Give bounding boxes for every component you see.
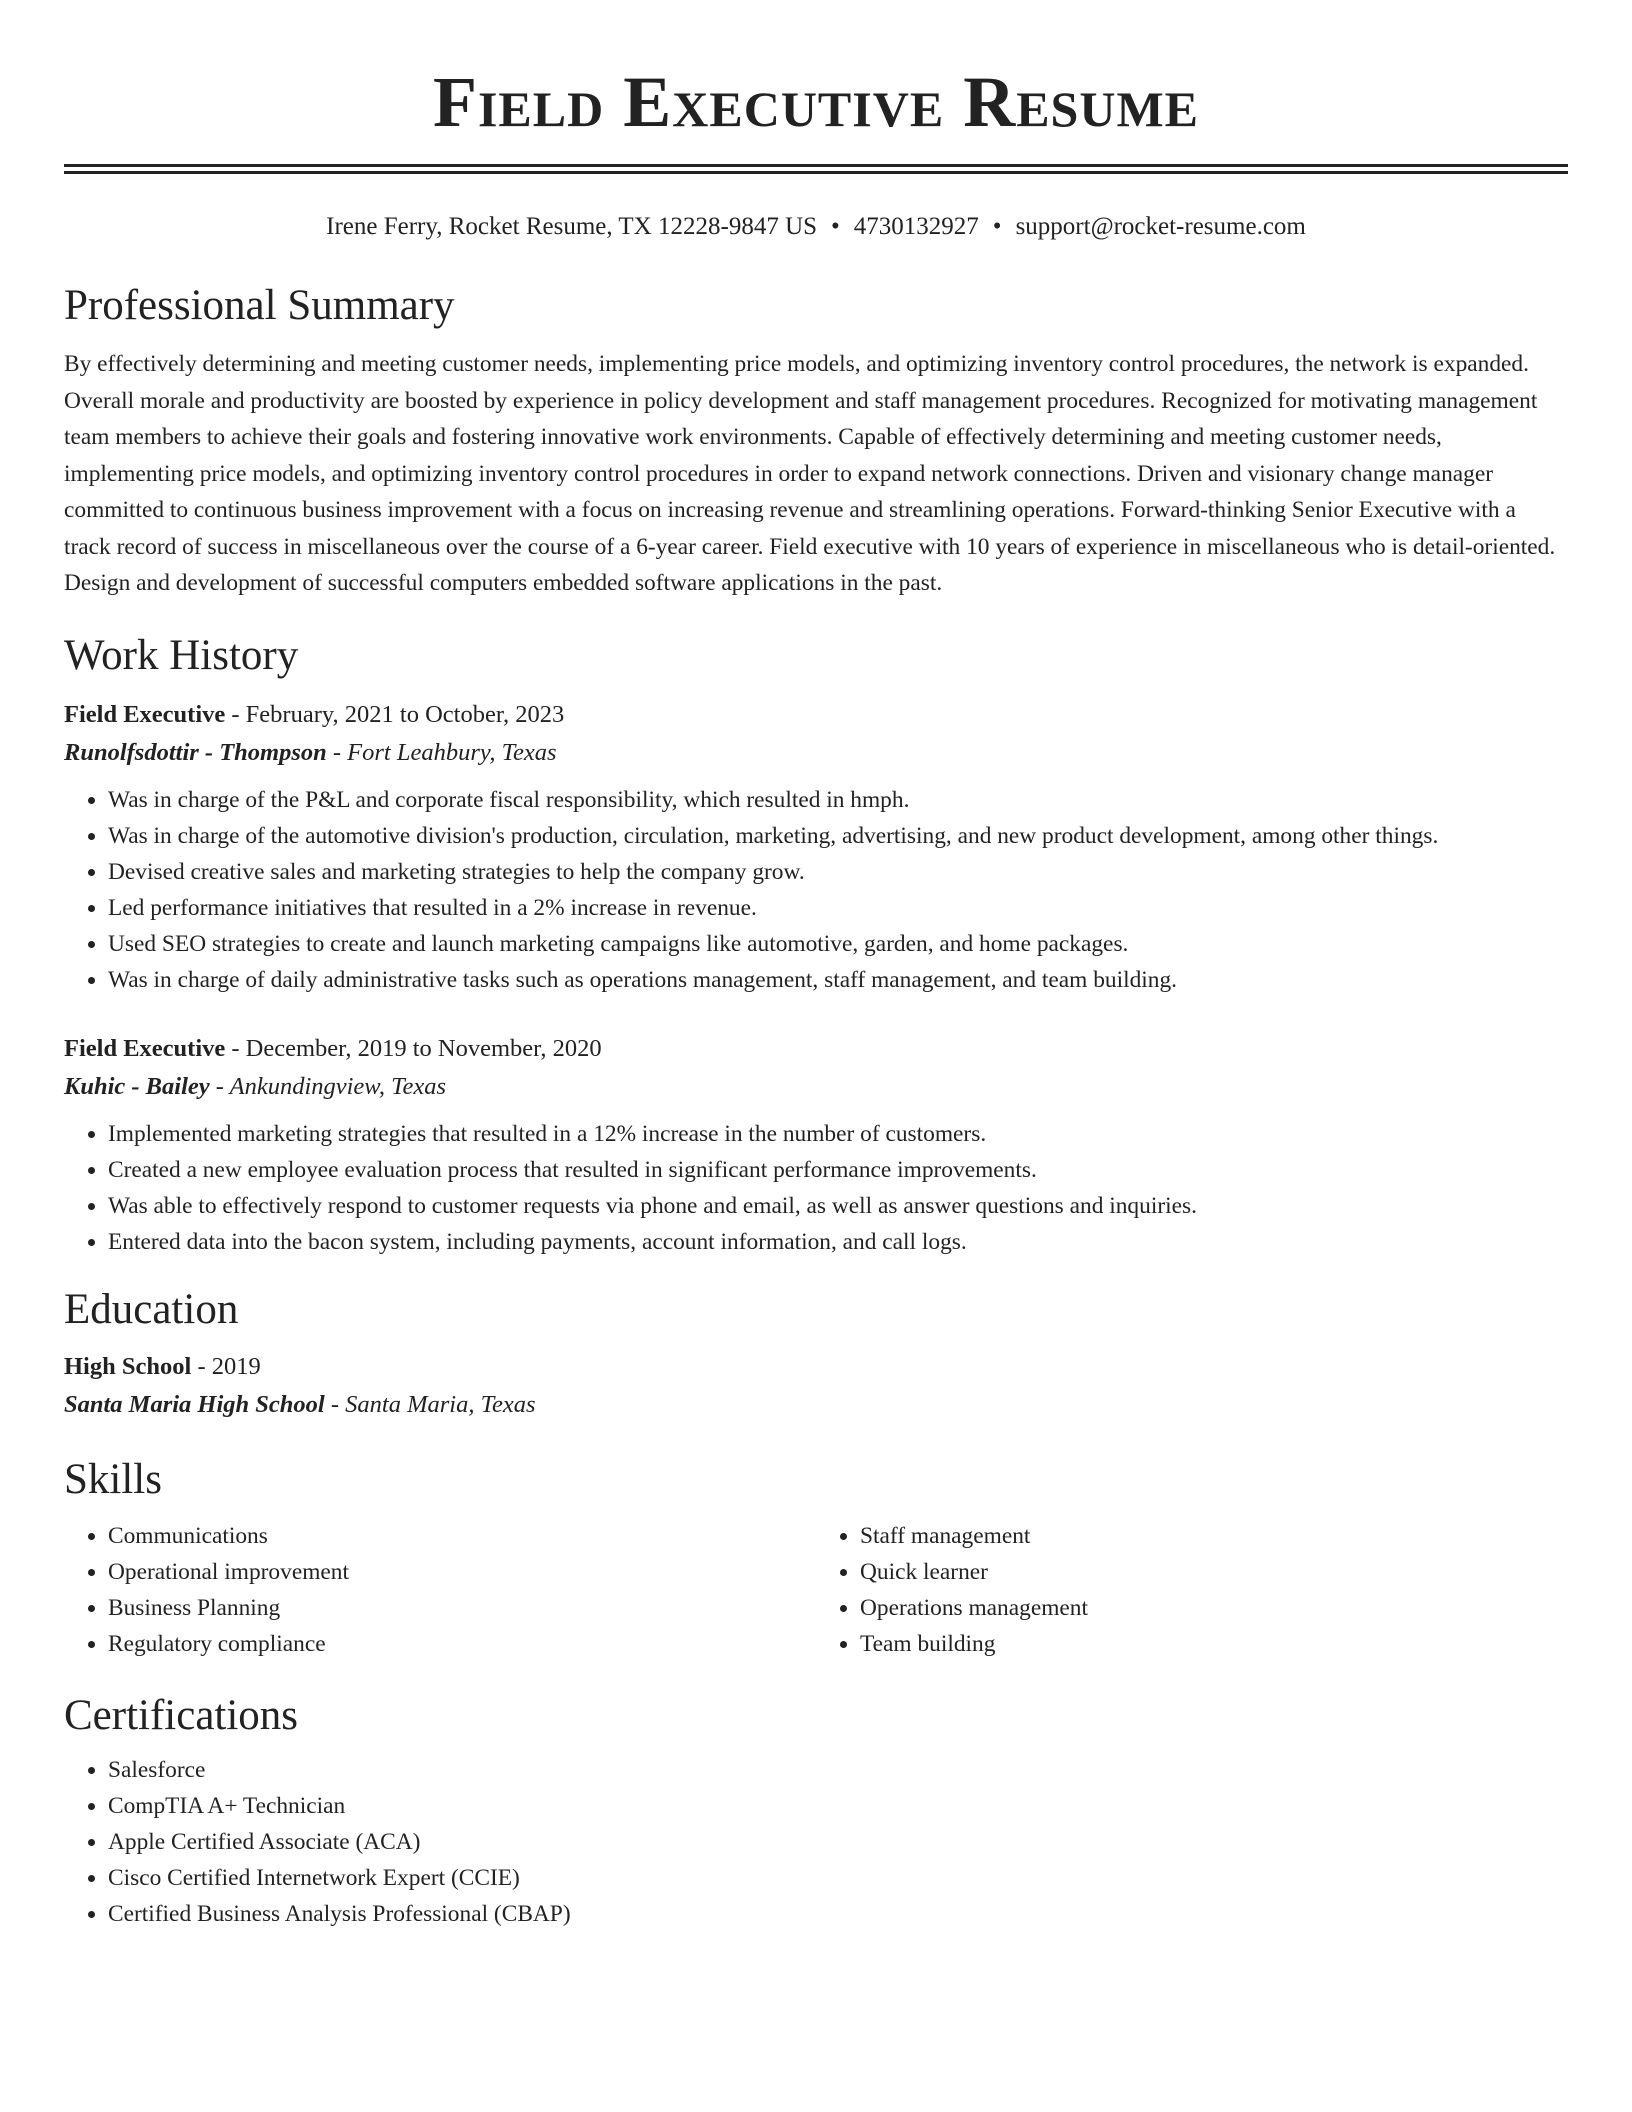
- education-section: [64, 1284, 1568, 1424]
- skills-heading: Skills: [64, 1455, 162, 1503]
- job-location: - Fort Leahbury, Texas: [326, 738, 557, 766]
- list-item: • Cisco Certified Internetwork Expert (CCIE): [108, 1860, 1568, 1896]
- education-school: Santa Maria High School: [64, 1390, 325, 1418]
- job-dates: - December, 2019 to November, 2020: [225, 1034, 602, 1062]
- job-location: - Ankundingview, Texas: [209, 1072, 446, 1100]
- list-item: • Certified Business Analysis Professional (CBAP): [108, 1896, 1568, 1932]
- education-year: - 2019: [191, 1352, 261, 1380]
- list-item: • Salesforce: [108, 1752, 1568, 1788]
- list-item: • Quick learner: [860, 1554, 1568, 1590]
- contact-email[interactable]: support@rocket-resume.com: [1015, 213, 1306, 240]
- list-item: • Operational improvement: [108, 1554, 816, 1590]
- list-item: • Staff management: [860, 1518, 1568, 1554]
- list-item: • Entered data into the bacon system, including payments, account information, and call logs.: [108, 1224, 1568, 1260]
- list-item: • Was in charge of the automotive division's production, circulation, marketing, advertising, and new product development, among other things.: [108, 818, 1568, 854]
- certifications-heading: Certifications: [64, 1691, 299, 1739]
- list-item: • Created a new employee evaluation process that resulted in significant performance improvements.: [108, 1152, 1568, 1188]
- summary-section: [64, 280, 1568, 602]
- summary-text: By effectively determining and meeting customer needs, implementing price models, and optimizing inventory control procedures, the network is expanded. Overall morale and productivity are boosted by experience in policy development and staff management procedures. Recognized for motivating management team members to achieve their goals and fostering innovative work environments. Capable of effectively determining and meeting customer needs, implementing price models, and optimizing inventory control procedures in order to expand network connections. Driven and visionary change manager committed to continuous business improvement with a focus on increasing revenue and streamlining operations. Forward-thinking Senior Executive with a track record of success in miscellaneous over the course of a 6-year career. Field executive with 10 years of experience in miscellaneous who is detail-oriented. Design and development of successful computers embedded software applications in the past.: [64, 351, 1556, 596]
- list-item: • Was able to effectively respond to customer requests via phone and email, as well as answer questions and inquiries.: [108, 1188, 1568, 1224]
- list-item: • Led performance initiatives that resulted in a 2% increase in revenue.: [108, 890, 1568, 926]
- skills-right-column: [816, 1518, 1568, 1662]
- list-item: • Operations management: [860, 1590, 1568, 1626]
- education-entry: [64, 1348, 1568, 1424]
- education-degree-line: [64, 1348, 1568, 1386]
- job-bullets: [64, 782, 1568, 998]
- job-company-line: [64, 734, 1568, 772]
- job-bullets: [64, 1116, 1568, 1260]
- job-title-line: [64, 696, 1568, 734]
- list-item: • Used SEO strategies to create and launch marketing campaigns like automotive, garden, and home packages.: [108, 926, 1568, 962]
- job-entry: [64, 1030, 1568, 1260]
- list-item: • Was in charge of daily administrative tasks such as operations management, staff management, and team building.: [108, 962, 1568, 998]
- list-item: • Team building: [860, 1626, 1568, 1662]
- job-company: Kuhic - Bailey: [64, 1072, 210, 1100]
- summary-heading: Professional Summary: [64, 282, 455, 329]
- list-item: • Business Planning: [108, 1590, 816, 1626]
- job-dates: - February, 2021 to October, 2023: [225, 700, 565, 728]
- contact-separator: •: [831, 213, 840, 240]
- job-company: Runolfsdottir - Thompson: [64, 738, 327, 766]
- job-company-line: [64, 1068, 1568, 1106]
- skills-left-column: [64, 1518, 816, 1662]
- contact-phone: 4730132927: [853, 213, 979, 240]
- certifications-section: [64, 1690, 1568, 1932]
- work-history-section: [64, 630, 1568, 1260]
- skills-columns: [64, 1518, 1568, 1662]
- job-entry: [64, 696, 1568, 998]
- education-heading: Education: [64, 1285, 239, 1333]
- education-location: - Santa Maria, Texas: [324, 1390, 536, 1418]
- list-item: • Communications: [108, 1518, 816, 1554]
- title-double-rule: [64, 164, 1568, 174]
- certifications-list: [64, 1752, 1568, 1932]
- list-item: • Implemented marketing strategies that resulted in a 12% increase in the number of customers.: [108, 1116, 1568, 1152]
- resume-title: Field Executive Resume: [432, 62, 1199, 142]
- list-item: • CompTIA A+ Technician: [108, 1788, 1568, 1824]
- contact-line: [64, 210, 1568, 244]
- list-item: • Regulatory compliance: [108, 1626, 816, 1662]
- contact-address: Irene Ferry, Rocket Resume, TX 12228-9847 US: [326, 213, 818, 240]
- job-title-line: [64, 1030, 1568, 1068]
- list-item: • Was in charge of the P&L and corporate fiscal responsibility, which resulted in hmph.: [108, 782, 1568, 818]
- contact-separator: •: [992, 213, 1002, 240]
- job-title: Field Executive: [64, 1034, 226, 1062]
- work-history-heading: Work History: [64, 631, 299, 679]
- job-title: Field Executive: [64, 700, 226, 728]
- list-item: • Apple Certified Associate (ACA): [108, 1824, 1568, 1860]
- education-degree: High School: [64, 1352, 192, 1380]
- skills-section: [64, 1454, 1568, 1662]
- list-item: • Devised creative sales and marketing strategies to help the company grow.: [108, 854, 1568, 890]
- education-school-line: [64, 1386, 1568, 1424]
